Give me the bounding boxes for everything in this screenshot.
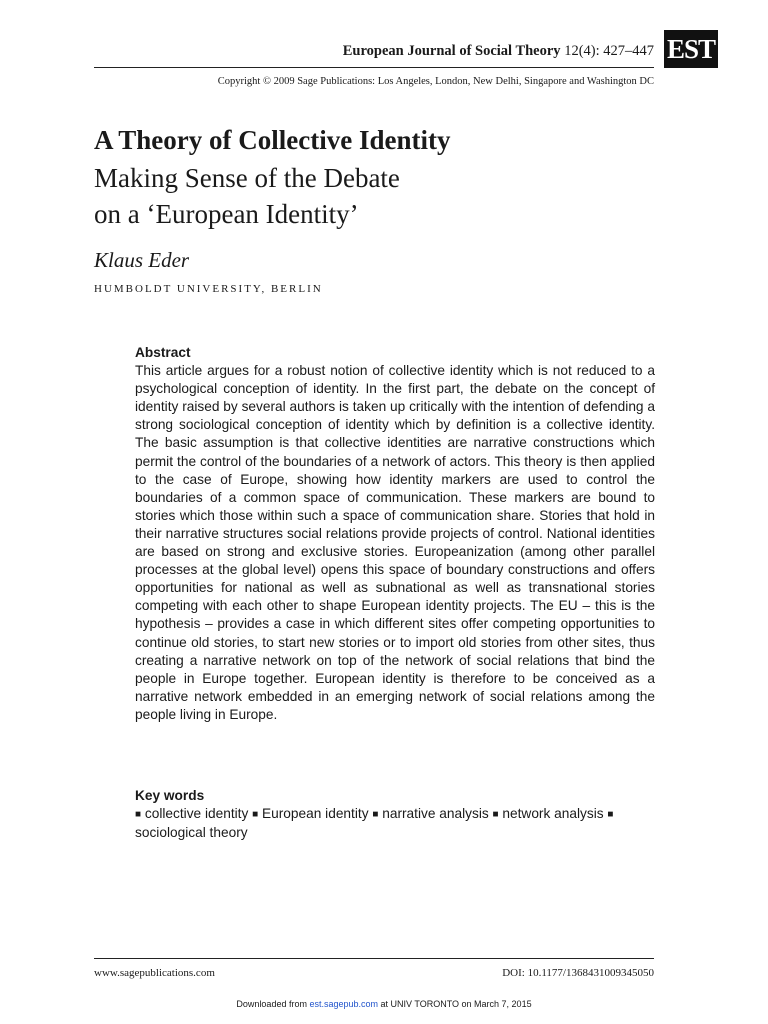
keyword-bullet: ■ (492, 809, 499, 821)
keyword: European identity (262, 806, 369, 822)
keyword-bullet: ■ (135, 809, 142, 821)
download-suffix: at UNIV TORONTO on March 7, 2015 (378, 999, 532, 1009)
download-prefix: Downloaded from (236, 999, 310, 1009)
volume-pages: 12(4): 427–447 (564, 43, 654, 59)
header-divider (94, 67, 654, 68)
article-subtitle-line2: on a ‘European Identity’ (94, 199, 359, 229)
publisher-website[interactable]: www.sagepublications.com (94, 967, 215, 979)
keywords-heading: Key words (135, 788, 205, 803)
keyword: collective identity (144, 806, 249, 822)
abstract-section (135, 344, 655, 724)
footer-divider (94, 958, 654, 959)
download-link[interactable]: est.sagepub.com (309, 999, 379, 1009)
article-doi: DOI: 10.1177/1368431009345050 (502, 967, 654, 979)
article-subtitle-line1: Making Sense of the Debate (94, 163, 400, 193)
article-title: A Theory of Collective Identity (94, 125, 451, 155)
keyword-bullet: ■ (607, 809, 614, 821)
keyword: sociological theory (135, 825, 248, 841)
copyright-notice: Copyright © 2009 Sage Publications: Los Angeles, London, New Delhi, Singapore and Washington DC (217, 76, 654, 87)
author-name: Klaus Eder (94, 248, 190, 272)
journal-name: European Journal of Social Theory (342, 43, 561, 59)
keywords-section (135, 787, 655, 842)
keyword: network analysis (502, 806, 604, 822)
keywords-list (135, 805, 655, 842)
author-affiliation: HUMBOLDT UNIVERSITY, BERLIN (94, 283, 323, 295)
abstract-text: This article argues for a robust notion of collective identity which is not reduced to a psychological conception of identity. In the first part, the debate on the concept of identity raised by several authors is taken up critically with the intention of defending a strong sociological conception of identity which by definition is a collective identity. The basic assumption is that collective identities are narrative constructions which permit the control of the boundaries of a network of actors. This theory is then applied to the case of Europe, showing how identity markers are used to control the boundaries of a common space of communication. These markers are bound to stories which those within such a space of communication share. Stories that hold in their narrative structures social relations provide projects of control. National identities are based on strong and exclusive stories. Europeanization (among other parallel processes at the global level) opens this space of boundary constructions and offers opportunities for national as well as subnational as well as transnational stories competing with each other to shape European identity projects. The EU – this is the hypothesis – provides a case in which different sites offer competing opportunities to continue old stories, to start new stories or to import old stories from other sites, thus creating a narrative network on top of the network of social relations that bind the people in Europe together. European identity is therefore to be conceived as a narrative network embedded in an emerging network of social relations among the people living in Europe. (135, 363, 655, 722)
journal-citation (300, 42, 654, 60)
keyword-bullet: ■ (372, 809, 379, 821)
download-notice (0, 998, 768, 1010)
keyword-bullet: ■ (252, 809, 259, 821)
journal-logo: EST (664, 30, 718, 68)
abstract-heading: Abstract (135, 345, 191, 360)
keyword: narrative analysis (382, 806, 489, 822)
